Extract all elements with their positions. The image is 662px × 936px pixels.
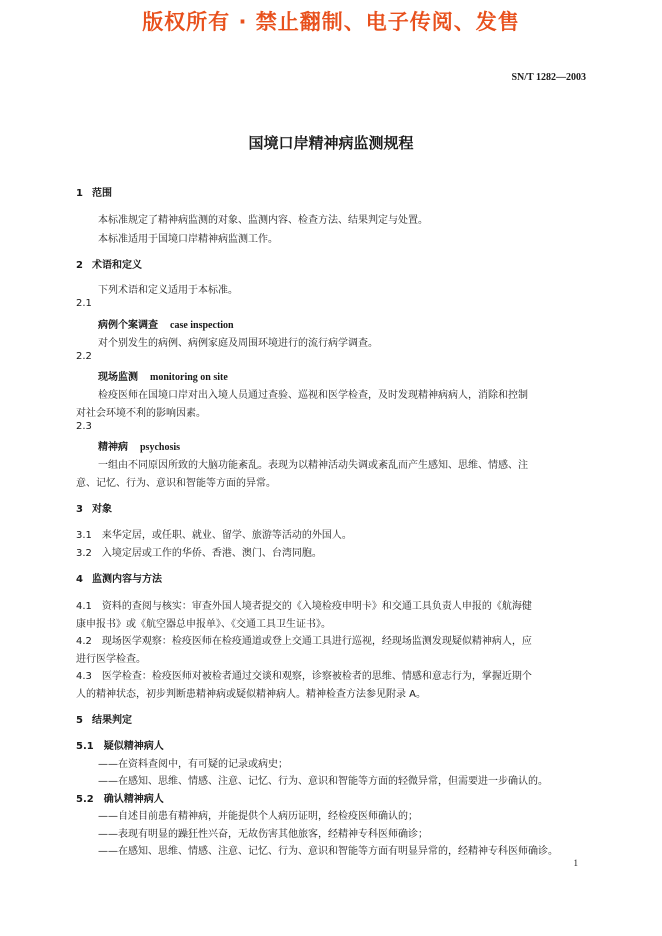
section-title: 术语和定义 [92, 260, 142, 271]
list-item-cont: 进行医学检查。 [76, 654, 146, 665]
term-zh: 现场监测 [98, 372, 138, 383]
term-definition: 一组由不同原因所致的大脑功能紊乱。表现为以精神活动失调或紊乱而产生感知、思维、情感、注 [98, 460, 528, 471]
term-psychosis [98, 438, 180, 453]
term-definition: 检疫医师在国境口岸对出入境人员通过查验、巡视和医学检查，及时发现精神病病人，消除和控制 [98, 390, 528, 401]
paragraph: 本标准规定了精神病监测的对象、监测内容、检查方法、结果判定与处置。 [98, 215, 428, 226]
term-en: monitoring on site [150, 372, 228, 383]
list-item: 3.2 入境定居或工作的华侨、香港、澳门、台湾同胞。 [76, 548, 322, 559]
section-2-heading [76, 256, 142, 271]
subsection-heading: 5.1 疑似精神病人 [76, 741, 164, 752]
term-definition-cont: 对社会环境不利的影响因素。 [76, 408, 206, 419]
dash-item: ——在资料查阅中，有可疑的记录或病史； [98, 759, 288, 770]
section-title: 结果判定 [92, 715, 132, 726]
section-number: 2 [76, 260, 83, 271]
paragraph: 本标准适用于国境口岸精神病监测工作。 [98, 234, 278, 245]
term-en: psychosis [140, 442, 181, 453]
term-definition: 对个别发生的病例、病例家庭及周围环境进行的流行病学调查。 [98, 338, 378, 349]
section-number: 4 [76, 574, 83, 585]
document-title: 国境口岸精神病监测规程 [248, 134, 414, 152]
section-title: 范围 [92, 188, 112, 199]
list-item: 4.3 医学检查：检疫医师对被检者通过交谈和观察，诊察被检者的思维、情感和意志行为，掌握近期个 [76, 671, 532, 682]
standard-number: SN/T 1282—2003 [511, 72, 586, 83]
section-number: 1 [76, 188, 83, 199]
subsection-heading: 5.2 确认精神病人 [76, 794, 164, 805]
term-definition-cont: 意、记忆、行为、意识和智能等方面的异常。 [76, 478, 276, 489]
term-monitoring-on-site [98, 368, 228, 383]
term-zh: 病例个案调查 [98, 320, 158, 331]
list-item-cont: 人的精神状态，初步判断患精神病或疑似精神病人。精神检查方法参见附录 A。 [76, 689, 427, 700]
page-number: 1 [573, 858, 578, 868]
section-number: 3 [76, 504, 83, 515]
term-zh: 精神病 [98, 442, 128, 453]
section-4-heading [76, 570, 162, 585]
term-case-inspection [98, 316, 234, 331]
clause-number: 2.1 [76, 298, 92, 309]
list-item: 4.1 资料的查阅与核实：审查外国人境者提交的《入境检疫申明卡》和交通工具负责人申报的《航海健 [76, 601, 532, 612]
section-title: 对象 [92, 504, 112, 515]
section-3-heading [76, 500, 112, 515]
list-item-cont: 康申报书》或《航空器总申报单》、《交通工具卫生证书》。 [76, 619, 331, 630]
section-1-heading [76, 184, 112, 199]
list-item: 3.1 来华定居，或任职、就业、留学、旅游等活动的外国人。 [76, 530, 352, 541]
section-title: 监测内容与方法 [92, 574, 162, 585]
list-item: 4.2 现场医学观察：检疫医师在检疫通道或登上交通工具进行巡视，经现场监测发现疑似精神病人，应 [76, 636, 532, 647]
section-number: 5 [76, 715, 83, 726]
copyright-watermark: 版权所有 · 禁止翻制、电子传阅、发售 [142, 10, 520, 34]
dash-item: ——自述目前患有精神病，并能提供个人病历证明，经检疫医师确认的； [98, 811, 418, 822]
clause-number: 2.3 [76, 421, 92, 432]
dash-item: ——表现有明显的躁狂性兴奋，无故伤害其他旅客，经精神专科医师确诊； [98, 829, 428, 840]
dash-item: ——在感知、思维、情感、注意、记忆、行为、意识和智能等方面有明显异常的，经精神专科医师确诊。 [98, 846, 558, 857]
term-en: case inspection [170, 320, 234, 331]
dash-item: ——在感知、思维、情感、注意、记忆、行为、意识和智能等方面的轻微异常，但需要进一步确认的。 [98, 776, 548, 787]
section-5-heading [76, 711, 132, 726]
clause-number: 2.2 [76, 351, 92, 362]
paragraph: 下列术语和定义适用于本标准。 [98, 285, 238, 296]
